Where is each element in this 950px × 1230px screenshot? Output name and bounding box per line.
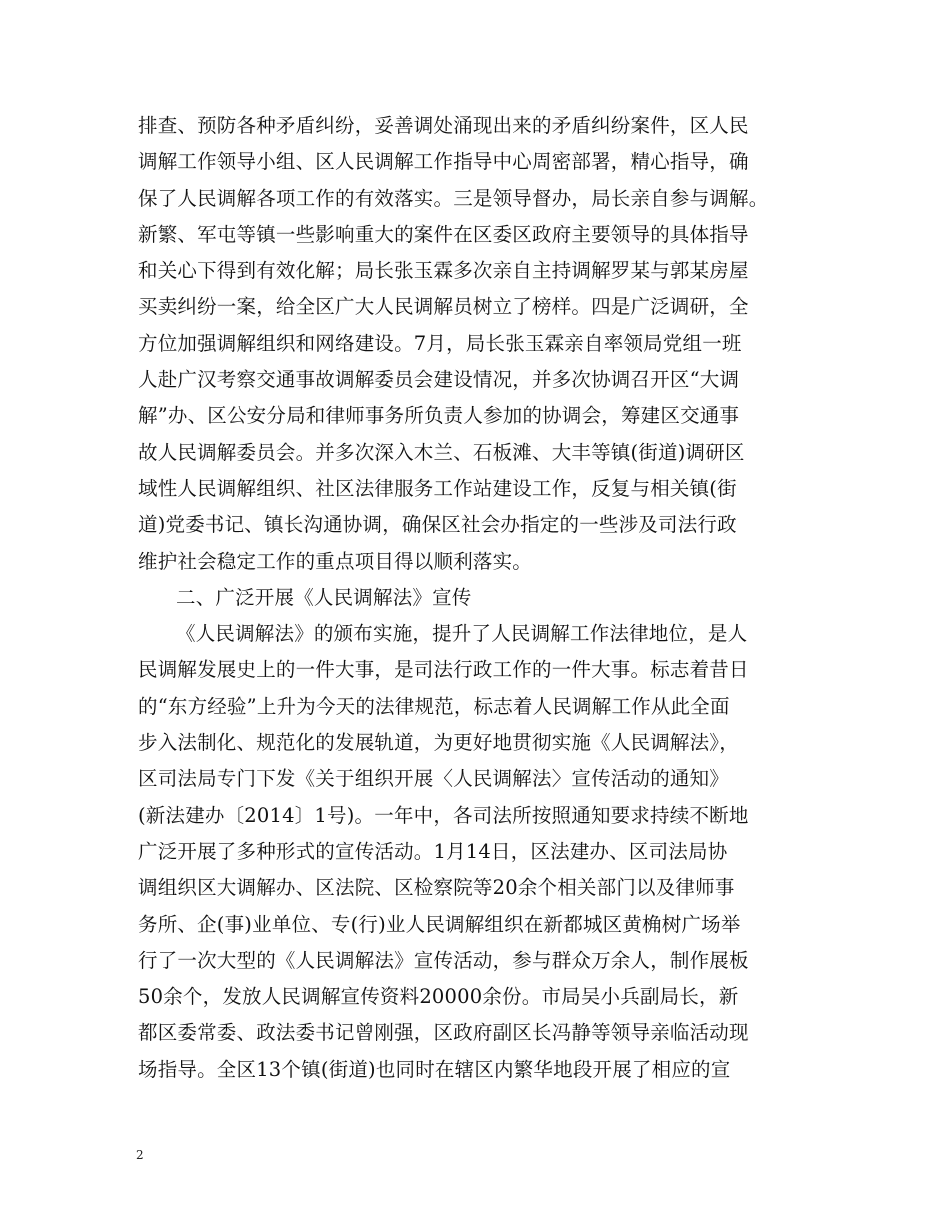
text-line: 民调解发展史上的一件大事，是司法行政工作的一件大事。标志着昔日 [138, 658, 749, 682]
text-line: 步入法制化、规范化的发展轨道，为更好地贯彻实施《人民调解法》， [138, 731, 739, 755]
text-line: 解”办、区公安分局和律师事务所负责人参加的协调会，筹建区交通事 [138, 404, 740, 428]
text-line: 区司法局专门下发《关于组织开展〈人民调解法〉宣传活动的通知》 [138, 767, 730, 791]
text-line: 务所、企(事)业单位、专(行)业人民调解组织在新都城区黄桷树广场举 [138, 912, 741, 936]
text-line: 和关心下得到有效化解；局长张玉霖多次亲自主持调解罗某与郭某房屋 [138, 259, 749, 283]
text-line: 行了一次大型的《人民调解法》宣传活动，参与群众万余人，制作展板 [138, 948, 749, 972]
text-line: 域性人民调解组织、社区法律服务工作站建设工作，反复与相关镇(街 [138, 476, 737, 500]
text-line: 场指导。全区13个镇(街道)也同时在辖区内繁华地段开展了相应的宣 [138, 1057, 731, 1081]
text-line: 调解工作领导小组、区人民调解工作指导中心周密部署，精心指导，确 [138, 150, 749, 174]
text-line: 保了人民调解各项工作的有效落实。三是领导督办，局长亲自参与调解。 [138, 186, 769, 210]
text-line: 都区委常委、政法委书记曾刚强，区政府副区长冯静等领导亲临活动现 [138, 1021, 749, 1045]
text-line: (新法建办〔2014〕1号)。一年中，各司法所按照通知要求持续不断地 [138, 803, 749, 827]
text-line: 方位加强调解组织和网络建设。7月，局长张玉霖亲自率领局党组一班 [138, 331, 742, 355]
text-line: 广泛开展了多种形式的宣传活动。1月14日，区法建办、区司法局协 [138, 839, 728, 863]
text-line: 维护社会稳定工作的重点项目得以顺利落实。 [138, 549, 533, 573]
text-line: 50余个，发放人民调解宣传资料20000余份。市局吴小兵副局长，新 [138, 985, 739, 1009]
text-line: 调组织区大调解办、区法院、区检察院等20余个相关部门以及律师事 [138, 876, 735, 900]
page-number: 2 [136, 1148, 144, 1162]
text-line: 新繁、军屯等镇一些影响重大的案件在区委区政府主要领导的具体指导 [138, 222, 749, 246]
text-line: 的“东方经验”上升为今天的法律规范，标志着人民调解工作从此全面 [138, 694, 730, 718]
text-line: 道)党委书记、镇长沟通协调，确保区社会办指定的一些涉及司法行政 [138, 513, 737, 537]
text-line: 排查、预防各种矛盾纠纷，妥善调处涌现出来的矛盾纠纷案件，区人民 [138, 114, 749, 137]
text-line: 买卖纠纷一案，给全区广大人民调解员树立了榜样。四是广泛调研，全 [138, 295, 749, 319]
section-heading: 二、广泛开展《人民调解法》宣传 [176, 585, 472, 609]
text-line: 人赴广汉考察交通事故调解委员会建设情况，并多次协调召开区“大调 [138, 368, 740, 392]
text-line: 《人民调解法》的颁布实施，提升了人民调解工作法律地位，是人 [176, 622, 748, 646]
text-line: 故人民调解委员会。并多次深入木兰、石板滩、大丰等镇(街道)调研区 [138, 440, 745, 464]
body-text [138, 108, 828, 1088]
